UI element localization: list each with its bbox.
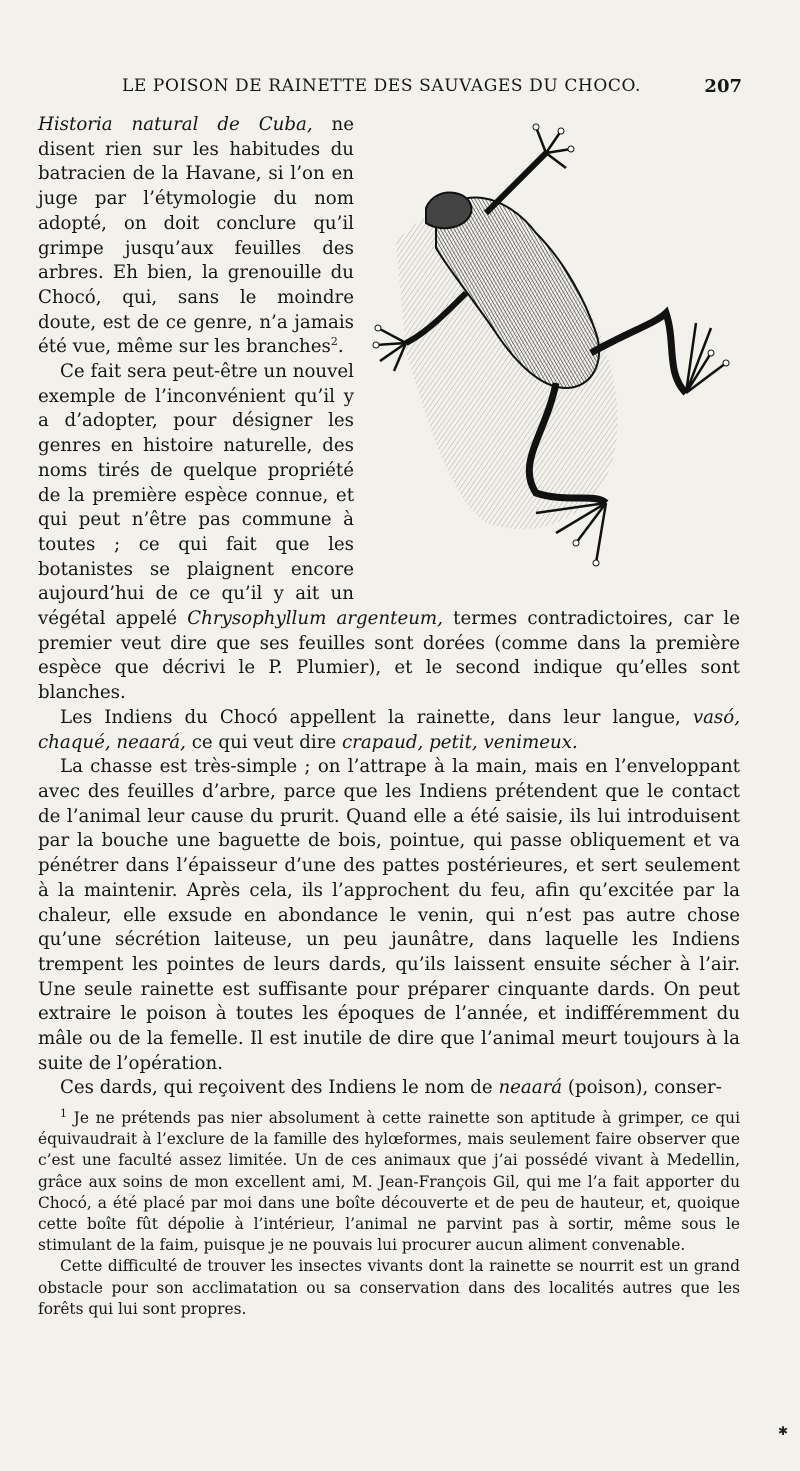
ornament-icon: ✱ (778, 1424, 789, 1438)
footnotes (38, 1108, 740, 1320)
page-number: 207 (704, 76, 742, 97)
paragraph-3: Les Indiens du Chocó appellent la rainette, dans leur langue, vasó, chaqué, neaará, ce qui veut dire crapaud, petit, venimeux. (38, 706, 740, 753)
footnote-2: Cette difficulté de trouver les insectes vivants dont la rainette se nourrit est un grand obstacle pour son acclimatation ou sa conservation dans des localités autres que les forêts qui lui sont propres. (38, 1257, 740, 1318)
main-text (38, 113, 740, 1101)
paragraph-4: La chasse est très-simple ; on l’attrape à la main, mais en l’enveloppant avec des feuilles d’arbre, parce que les Indiens prétendent que le contact de l’animal leur cause du prurit. Quand elle a été saisie, ils lui introduisent par la bouche une baguette de bois, pointue, qui passe obliquement et va pénétrer dans l’épaisseur d’une des pattes postérieures, et sert seulement à la maintenir. Après cela, ils l’approchent du feu, afin qu’excitée par la chaleur, elle exsude en abondance le venin, qui n’est pas autre chose qu’une sécrétion laiteuse, un peu jaunâtre, dans laquelle les Indiens trempent les pointes de leurs dards, qu’ils laissent ensuite sécher à l’air. Une seule rainette est suffisante pour préparer cinquante dards. On peut extraire le poison à toutes les époques de l’année, et indifféremment du mâle ou de la femelle. Il est inutile de dire que l’animal meurt toujours à la suite de l’opération. (38, 756, 740, 1074)
footnote-ref: 2 (330, 335, 338, 349)
paragraph-1: Historia natural de Cuba, ne disent rien sur les habitudes du batracien de la Havane, si l’on en juge par l’étymologie du nom adopté, on doit conclure qu’il grimpe jusqu’aux feuilles des arbres. Eh bien, la grenouille du Chocó, qui, sans le moindre doute, est de ce genre, n’a jamais été vue, même sur les branches$^2$. (38, 114, 355, 358)
paragraph-5: Ces dards, qui reçoivent des Indiens le nom de neaará (poison), conser- (60, 1077, 722, 1099)
page-header (0, 76, 800, 102)
tree-frog-figure (366, 113, 744, 607)
paragraph-2: Ce fait sera peut-être un nouvel exemple de l’inconvénient qu’il y a d’adopter, pour désigner les genres en histoire naturelle, des noms tirés de quelque propriété de la première espèce connue, et qui peut n’être pas commune à toutes ; ce qui fait que les botanistes se plaignent encore aujourd’hui de ce qu’il y ait un végétal appelé Chrysophyllum argenteum, termes contradictoires, car le premier veut dire que ses feuilles sont dorées (comme dans la première espèce que décrivi le P. Plumier), et le second indique qu’elles sont blanches. (38, 361, 741, 704)
tree-frog-icon (366, 113, 744, 607)
footnote-1: $^1$ Je ne prétends pas nier absolument à cette rainette son aptitude à grimper, ce qui équivaudrait à l’exclure de la famille des hylœformes, mais seulement faire observer que c’est une faculté assez limitée. Un de ces animaux que j’ai possédé vivant à Medellin, grâce aux soins de mon excellent ami, M. Jean-François Gil, qui me l’a fait apporter du Chocó, a été placé par moi dans une boîte découverte et de peu de hauteur, et, quoique cette boîte fût dépolie à l’intérieur, l’animal ne parvint pas à sortir, même sous le stimulant de la faim, puisque je ne pouvais lui procurer aucun aliment convenable. (38, 1106, 740, 1255)
running-title: LE POISON DE RAINETTE DES SAUVAGES DU CHOCO. (122, 76, 642, 96)
